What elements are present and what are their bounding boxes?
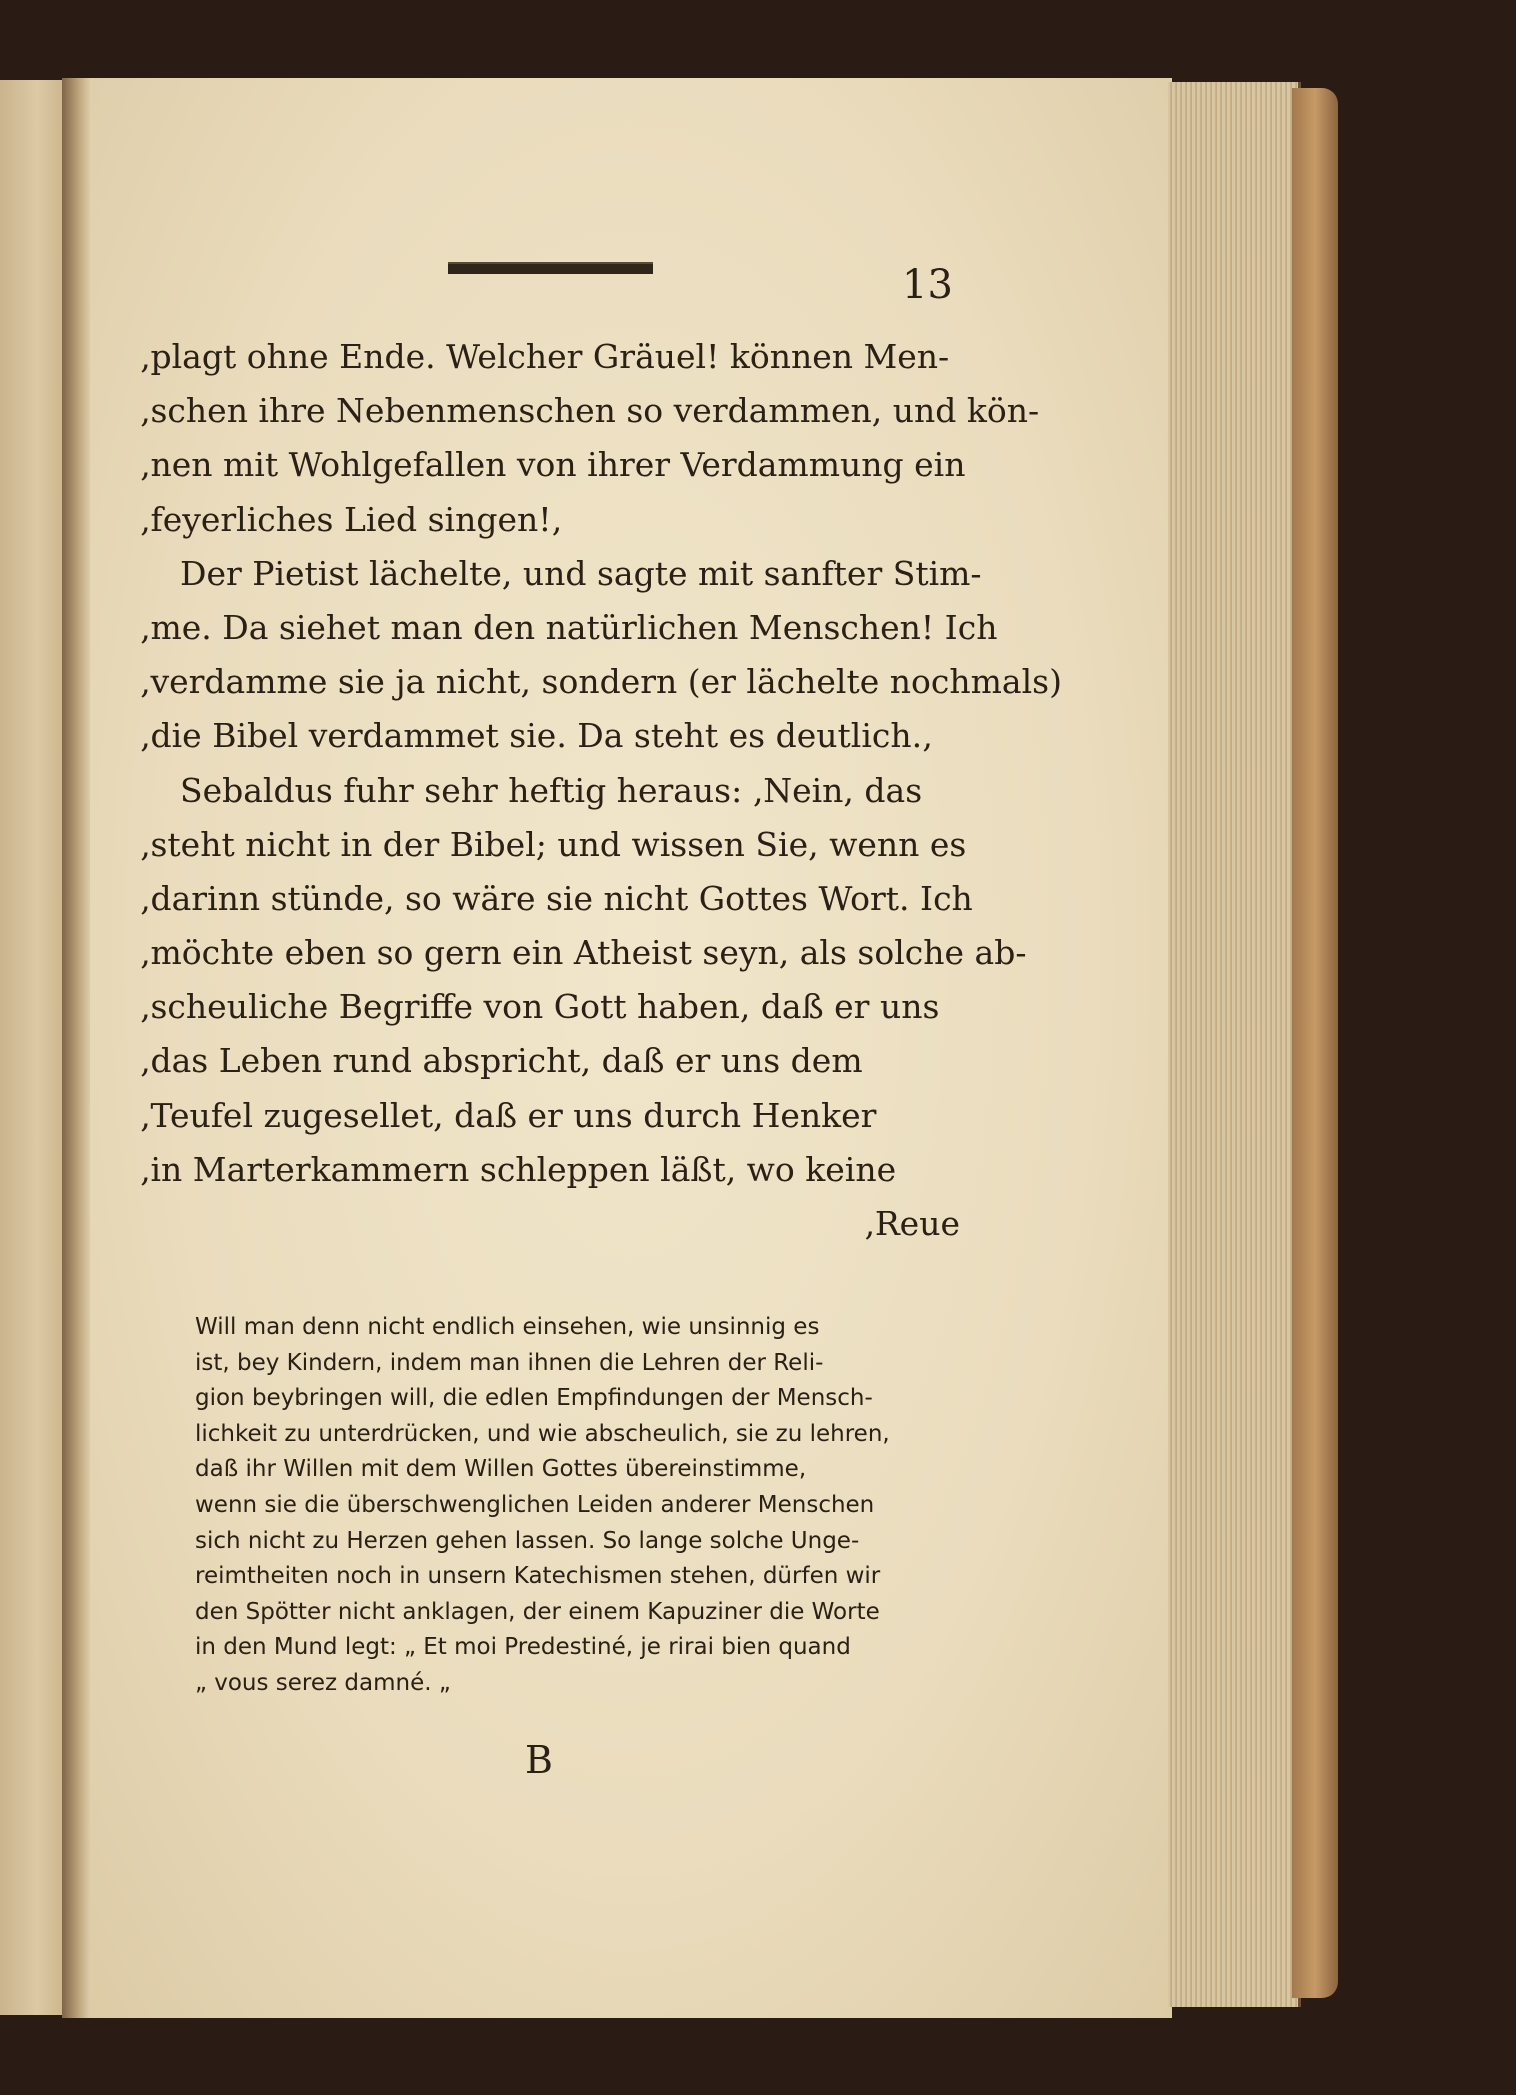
footnote-line: Will man denn nicht endlich einsehen, wie unsinnig es (195, 1314, 820, 1340)
footnote-line: sich nicht zu Herzen gehen lassen. So lange solche Unge‐ (195, 1527, 860, 1554)
text-line: ‚das Leben rund abspricht, daß er uns dem (140, 1041, 863, 1081)
text-line: ‚feyerliches Lied singen!‚ (140, 499, 562, 539)
footnote-line: lichkeit zu unterdrücken, und wie abscheulich, sie zu lehren, (195, 1420, 890, 1447)
text-line: Sebaldus fuhr sehr heftig heraus: ‚Nein, das (180, 770, 923, 810)
text-line: ‚scheuliche Begriffe von Gott haben, daß er uns (140, 987, 940, 1027)
text-line: Der Pietist lächelte, und sagte mit sanfter Stim‐ (180, 553, 982, 593)
header-rule (448, 262, 653, 274)
body-text (140, 330, 1062, 1251)
footnote-line: wenn sie die überschwenglichen Leiden anderer Menschen (195, 1491, 875, 1518)
footnote-line: ist, bey Kindern, indem man ihnen die Lehren der Reli‐ (195, 1349, 824, 1376)
footnote-line: in den Mund legt: „ Et moi Predestiné, je rirai bien quand (195, 1634, 851, 1661)
text-line: ‚steht nicht in der Bibel; und wissen Sie, wenn es (140, 824, 967, 864)
catchword: ‚Reue (864, 1204, 960, 1243)
text-line: ‚plagt ohne Ende. Welcher Gräuel! können Men‐ (140, 337, 950, 376)
book-cover-edge (1292, 88, 1338, 1998)
left-page-edge (0, 80, 65, 2015)
page-number: 13 (902, 262, 953, 308)
book-gutter (62, 78, 92, 2018)
text-line: ‚Teufel zugesellet, daß er uns durch Henker (140, 1095, 877, 1135)
text-line: ‚in Marterkammern schleppen läßt, wo keine (140, 1149, 897, 1189)
footnote (195, 1310, 960, 1702)
page-edges (1168, 82, 1301, 2007)
footnote-line: „ vous serez damné. „ (195, 1669, 451, 1696)
footnote-line: den Spötter nicht anklagen, der einem Kapuziner die Worte (195, 1598, 880, 1625)
text-line: ‚die Bibel verdammet sie. Da steht es deutlich.‚ (140, 716, 933, 756)
text-line: ‚schen ihre Nebenmenschen so verdammen, und kön‐ (140, 391, 1040, 431)
text-line: ‚darinn stünde, so wäre sie nicht Gottes Wort. Ich (140, 878, 973, 918)
footnote-line: daß ihr Willen mit dem Willen Gottes übereinstimme, (195, 1456, 807, 1483)
text-line: ‚nen mit Wohlgefallen von ihrer Verdammung ein (140, 445, 966, 485)
text-line: ‚me. Da siehet man den natürlichen Menschen! Ich (140, 607, 998, 647)
footnote-line: gion beybringen will, die edlen Empfindungen der Mensch‐ (195, 1385, 873, 1412)
signature-mark: B (525, 1738, 553, 1782)
footnote-line: reimtheiten noch in unsern Katechismen stehen, dürfen wir (195, 1563, 881, 1590)
text-line: ‚möchte eben so gern ein Atheist seyn, als solche ab‐ (140, 933, 1027, 973)
text-line: ‚verdamme sie ja nicht, sondern (er lächelte nochmals) (140, 662, 1062, 702)
